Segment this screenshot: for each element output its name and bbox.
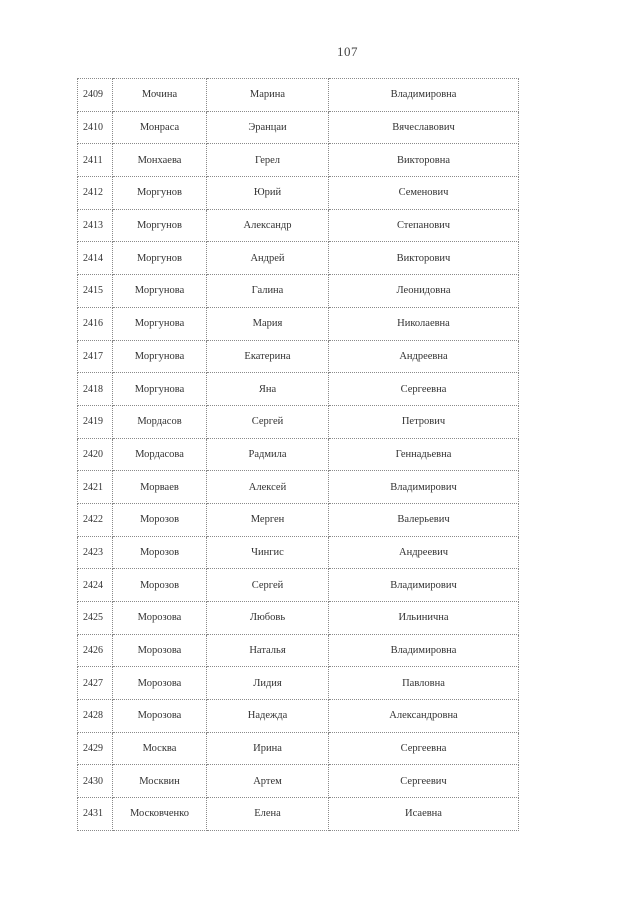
table-row (78, 373, 519, 406)
row-number-cell: 2429 (78, 732, 113, 765)
last-name-cell: Москва (113, 732, 207, 765)
table-row (78, 275, 519, 308)
first-name-cell: Лидия (207, 667, 329, 700)
last-name-cell: Морозов (113, 503, 207, 536)
first-name-cell: Галина (207, 275, 329, 308)
last-name-cell: Морозова (113, 700, 207, 733)
last-name-cell: Моргунов (113, 242, 207, 275)
patronymic-cell: Андреевич (329, 536, 519, 569)
table-row (78, 700, 519, 733)
last-name-cell: Моргунов (113, 209, 207, 242)
table-row (78, 79, 519, 112)
patronymic-cell: Вячеславович (329, 111, 519, 144)
first-name-cell: Наталья (207, 634, 329, 667)
row-number-cell: 2428 (78, 700, 113, 733)
patronymic-cell: Александровна (329, 700, 519, 733)
row-number-cell: 2415 (78, 275, 113, 308)
table-row (78, 602, 519, 635)
first-name-cell: Екатерина (207, 340, 329, 373)
patronymic-cell: Сергеевна (329, 373, 519, 406)
table-row (78, 798, 519, 831)
patronymic-cell: Павловна (329, 667, 519, 700)
last-name-cell: Мордасова (113, 438, 207, 471)
table-row (78, 242, 519, 275)
row-number-cell: 2421 (78, 471, 113, 504)
last-name-cell: Моргунова (113, 307, 207, 340)
last-name-cell: Моргунова (113, 340, 207, 373)
row-number-cell: 2420 (78, 438, 113, 471)
last-name-cell: Московченко (113, 798, 207, 831)
row-number-cell: 2411 (78, 144, 113, 177)
row-number-cell: 2416 (78, 307, 113, 340)
row-number-cell: 2417 (78, 340, 113, 373)
first-name-cell: Чингис (207, 536, 329, 569)
last-name-cell: Моргунов (113, 177, 207, 210)
first-name-cell: Мерген (207, 503, 329, 536)
table-row (78, 634, 519, 667)
table-row (78, 177, 519, 210)
first-name-cell: Радмила (207, 438, 329, 471)
page-number: 107 (337, 44, 358, 59)
row-number-cell: 2414 (78, 242, 113, 275)
table-row (78, 438, 519, 471)
last-name-cell: Мочина (113, 79, 207, 112)
first-name-cell: Мария (207, 307, 329, 340)
patronymic-cell: Сергеевна (329, 732, 519, 765)
row-number-cell: 2422 (78, 503, 113, 536)
first-name-cell: Любовь (207, 602, 329, 635)
row-number-cell: 2412 (78, 177, 113, 210)
table-row (78, 569, 519, 602)
row-number-cell: 2413 (78, 209, 113, 242)
last-name-cell: Морозова (113, 667, 207, 700)
patronymic-cell: Викторовна (329, 144, 519, 177)
table-row (78, 732, 519, 765)
patronymic-cell: Владимировна (329, 634, 519, 667)
row-number-cell: 2409 (78, 79, 113, 112)
first-name-cell: Алексей (207, 471, 329, 504)
patronymic-cell: Владимирович (329, 569, 519, 602)
table-row (78, 307, 519, 340)
first-name-cell: Надежда (207, 700, 329, 733)
first-name-cell: Сергей (207, 405, 329, 438)
table-row (78, 536, 519, 569)
last-name-cell: Морваев (113, 471, 207, 504)
names-table (77, 78, 519, 831)
table-row (78, 503, 519, 536)
first-name-cell: Сергей (207, 569, 329, 602)
row-number-cell: 2424 (78, 569, 113, 602)
patronymic-cell: Ильинична (329, 602, 519, 635)
patronymic-cell: Леонидовна (329, 275, 519, 308)
table-row (78, 111, 519, 144)
patronymic-cell: Исаевна (329, 798, 519, 831)
table-row (78, 405, 519, 438)
patronymic-cell: Владимировна (329, 79, 519, 112)
patronymic-cell: Владимирович (329, 471, 519, 504)
names-table-body (78, 79, 519, 831)
row-number-cell: 2431 (78, 798, 113, 831)
first-name-cell: Артем (207, 765, 329, 798)
last-name-cell: Морозова (113, 602, 207, 635)
row-number-cell: 2430 (78, 765, 113, 798)
table-row (78, 209, 519, 242)
last-name-cell: Москвин (113, 765, 207, 798)
patronymic-cell: Геннадьевна (329, 438, 519, 471)
table-row (78, 765, 519, 798)
row-number-cell: 2427 (78, 667, 113, 700)
row-number-cell: 2423 (78, 536, 113, 569)
last-name-cell: Морозов (113, 569, 207, 602)
row-number-cell: 2410 (78, 111, 113, 144)
row-number-cell: 2426 (78, 634, 113, 667)
table-row (78, 471, 519, 504)
last-name-cell: Монраса (113, 111, 207, 144)
first-name-cell: Юрий (207, 177, 329, 210)
patronymic-cell: Николаевна (329, 307, 519, 340)
first-name-cell: Александр (207, 209, 329, 242)
last-name-cell: Монхаева (113, 144, 207, 177)
patronymic-cell: Петрович (329, 405, 519, 438)
last-name-cell: Моргунова (113, 373, 207, 406)
last-name-cell: Мордасов (113, 405, 207, 438)
row-number-cell: 2425 (78, 602, 113, 635)
patronymic-cell: Семенович (329, 177, 519, 210)
last-name-cell: Морозов (113, 536, 207, 569)
patronymic-cell: Валерьевич (329, 503, 519, 536)
first-name-cell: Ирина (207, 732, 329, 765)
patronymic-cell: Степанович (329, 209, 519, 242)
first-name-cell: Марина (207, 79, 329, 112)
table-row (78, 667, 519, 700)
patronymic-cell: Андреевна (329, 340, 519, 373)
row-number-cell: 2418 (78, 373, 113, 406)
last-name-cell: Морозова (113, 634, 207, 667)
first-name-cell: Елена (207, 798, 329, 831)
row-number-cell: 2419 (78, 405, 113, 438)
patronymic-cell: Викторович (329, 242, 519, 275)
first-name-cell: Эранцаи (207, 111, 329, 144)
last-name-cell: Моргунова (113, 275, 207, 308)
table-row (78, 340, 519, 373)
table-row (78, 144, 519, 177)
first-name-cell: Андрей (207, 242, 329, 275)
patronymic-cell: Сергеевич (329, 765, 519, 798)
first-name-cell: Герел (207, 144, 329, 177)
first-name-cell: Яна (207, 373, 329, 406)
